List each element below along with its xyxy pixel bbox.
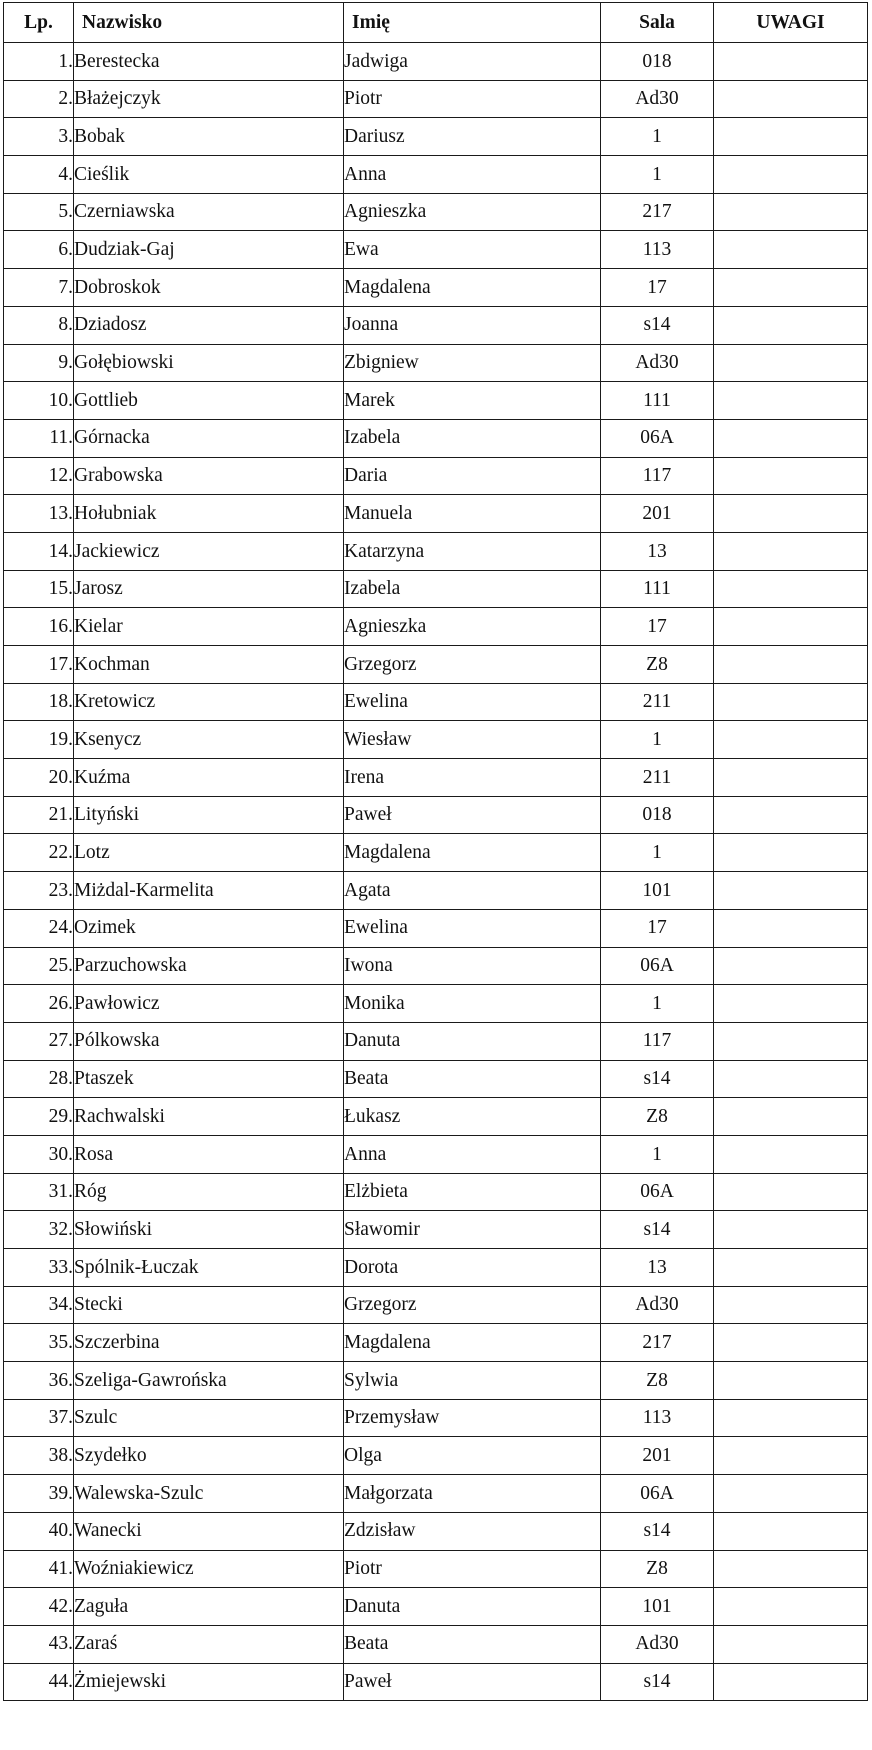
- cell-uwagi: [714, 495, 868, 533]
- cell-uwagi: [714, 834, 868, 872]
- cell-imie: Magdalena: [344, 834, 601, 872]
- cell-imie: Beata: [344, 1625, 601, 1663]
- table-row: [4, 759, 868, 797]
- cell-lp: 39.: [4, 1475, 74, 1513]
- cell-uwagi: [714, 683, 868, 721]
- cell-imie: Agnieszka: [344, 193, 601, 231]
- cell-nazwisko: Wanecki: [74, 1512, 344, 1550]
- table-row: [4, 1173, 868, 1211]
- cell-uwagi: [714, 306, 868, 344]
- cell-nazwisko: Walewska-Szulc: [74, 1475, 344, 1513]
- cell-uwagi: [714, 457, 868, 495]
- cell-imie: Elżbieta: [344, 1173, 601, 1211]
- cell-lp: 28.: [4, 1060, 74, 1098]
- cell-imie: Sławomir: [344, 1211, 601, 1249]
- cell-nazwisko: Kochman: [74, 646, 344, 684]
- cell-nazwisko: Woźniakiewicz: [74, 1550, 344, 1588]
- cell-sala: 217: [601, 1324, 714, 1362]
- cell-nazwisko: Szczerbina: [74, 1324, 344, 1362]
- cell-imie: Zdzisław: [344, 1512, 601, 1550]
- cell-nazwisko: Kuźma: [74, 759, 344, 797]
- cell-imie: Joanna: [344, 306, 601, 344]
- cell-lp: 11.: [4, 419, 74, 457]
- table-row: [4, 1249, 868, 1287]
- cell-lp: 33.: [4, 1249, 74, 1287]
- cell-nazwisko: Zaraś: [74, 1625, 344, 1663]
- cell-sala: 06A: [601, 1475, 714, 1513]
- table-row: [4, 306, 868, 344]
- table-row: [4, 872, 868, 910]
- table-row: [4, 495, 868, 533]
- cell-nazwisko: Cieślik: [74, 156, 344, 194]
- cell-sala: s14: [601, 1663, 714, 1701]
- cell-sala: 117: [601, 457, 714, 495]
- cell-uwagi: [714, 608, 868, 646]
- cell-nazwisko: Zaguła: [74, 1588, 344, 1626]
- cell-imie: Iwona: [344, 947, 601, 985]
- cell-sala: 111: [601, 570, 714, 608]
- table-row: [4, 1663, 868, 1701]
- table-row: [4, 1399, 868, 1437]
- cell-sala: 201: [601, 495, 714, 533]
- cell-uwagi: [714, 1060, 868, 1098]
- cell-sala: 17: [601, 608, 714, 646]
- table-row: [4, 193, 868, 231]
- cell-uwagi: [714, 872, 868, 910]
- table-row: [4, 1211, 868, 1249]
- cell-lp: 2.: [4, 80, 74, 118]
- cell-imie: Ewelina: [344, 683, 601, 721]
- cell-sala: 111: [601, 382, 714, 420]
- cell-uwagi: [714, 43, 868, 81]
- cell-lp: 19.: [4, 721, 74, 759]
- cell-imie: Anna: [344, 1135, 601, 1173]
- cell-nazwisko: Gottlieb: [74, 382, 344, 420]
- cell-sala: 17: [601, 909, 714, 947]
- cell-sala: 018: [601, 43, 714, 81]
- cell-sala: 06A: [601, 947, 714, 985]
- cell-lp: 25.: [4, 947, 74, 985]
- table-row: [4, 1512, 868, 1550]
- cell-uwagi: [714, 759, 868, 797]
- cell-sala: 211: [601, 759, 714, 797]
- cell-nazwisko: Bobak: [74, 118, 344, 156]
- cell-lp: 20.: [4, 759, 74, 797]
- cell-imie: Magdalena: [344, 269, 601, 307]
- cell-imie: Dorota: [344, 1249, 601, 1287]
- cell-lp: 21.: [4, 796, 74, 834]
- cell-uwagi: [714, 1399, 868, 1437]
- cell-uwagi: [714, 269, 868, 307]
- table-row: [4, 231, 868, 269]
- table-row: [4, 1625, 868, 1663]
- cell-lp: 22.: [4, 834, 74, 872]
- cell-sala: 1: [601, 1135, 714, 1173]
- table-row: [4, 608, 868, 646]
- cell-uwagi: [714, 118, 868, 156]
- cell-imie: Danuta: [344, 1588, 601, 1626]
- cell-nazwisko: Ksenycz: [74, 721, 344, 759]
- table-row: [4, 344, 868, 382]
- table-row: [4, 1437, 868, 1475]
- cell-uwagi: [714, 909, 868, 947]
- cell-sala: s14: [601, 1211, 714, 1249]
- cell-uwagi: [714, 344, 868, 382]
- cell-sala: Ad30: [601, 80, 714, 118]
- cell-imie: Agnieszka: [344, 608, 601, 646]
- cell-uwagi: [714, 1324, 868, 1362]
- header-nazwisko: Nazwisko: [74, 3, 344, 43]
- cell-sala: Ad30: [601, 1286, 714, 1324]
- cell-imie: Anna: [344, 156, 601, 194]
- table-row: [4, 683, 868, 721]
- cell-nazwisko: Kretowicz: [74, 683, 344, 721]
- table-row: [4, 1022, 868, 1060]
- cell-sala: s14: [601, 306, 714, 344]
- table-row: [4, 1475, 868, 1513]
- cell-sala: Z8: [601, 646, 714, 684]
- cell-imie: Jadwiga: [344, 43, 601, 81]
- cell-imie: Paweł: [344, 796, 601, 834]
- cell-lp: 10.: [4, 382, 74, 420]
- header-sala: Sala: [601, 3, 714, 43]
- table-row: [4, 1324, 868, 1362]
- cell-lp: 26.: [4, 985, 74, 1023]
- cell-uwagi: [714, 985, 868, 1023]
- cell-lp: 43.: [4, 1625, 74, 1663]
- cell-uwagi: [714, 1475, 868, 1513]
- cell-sala: 211: [601, 683, 714, 721]
- cell-uwagi: [714, 796, 868, 834]
- cell-sala: 101: [601, 1588, 714, 1626]
- cell-nazwisko: Kielar: [74, 608, 344, 646]
- table-row: [4, 1286, 868, 1324]
- cell-lp: 41.: [4, 1550, 74, 1588]
- table-row: [4, 947, 868, 985]
- cell-sala: Z8: [601, 1362, 714, 1400]
- cell-lp: 40.: [4, 1512, 74, 1550]
- cell-imie: Sylwia: [344, 1362, 601, 1400]
- header-lp: Lp.: [4, 3, 74, 43]
- cell-lp: 18.: [4, 683, 74, 721]
- cell-nazwisko: Jarosz: [74, 570, 344, 608]
- cell-sala: 117: [601, 1022, 714, 1060]
- cell-sala: s14: [601, 1512, 714, 1550]
- cell-uwagi: [714, 646, 868, 684]
- cell-lp: 8.: [4, 306, 74, 344]
- table-row: [4, 382, 868, 420]
- cell-imie: Monika: [344, 985, 601, 1023]
- table-header-row: [4, 3, 868, 43]
- cell-nazwisko: Lotz: [74, 834, 344, 872]
- table-row: [4, 796, 868, 834]
- cell-imie: Irena: [344, 759, 601, 797]
- table-row: [4, 457, 868, 495]
- table-row: [4, 419, 868, 457]
- cell-lp: 5.: [4, 193, 74, 231]
- cell-lp: 34.: [4, 1286, 74, 1324]
- cell-nazwisko: Czerniawska: [74, 193, 344, 231]
- cell-lp: 13.: [4, 495, 74, 533]
- cell-sala: Z8: [601, 1098, 714, 1136]
- cell-lp: 42.: [4, 1588, 74, 1626]
- cell-sala: 13: [601, 532, 714, 570]
- cell-uwagi: [714, 80, 868, 118]
- table-row: [4, 532, 868, 570]
- cell-uwagi: [714, 1588, 868, 1626]
- table-row: [4, 1060, 868, 1098]
- table-row: [4, 269, 868, 307]
- cell-imie: Wiesław: [344, 721, 601, 759]
- cell-lp: 23.: [4, 872, 74, 910]
- cell-nazwisko: Szeliga-Gawrońska: [74, 1362, 344, 1400]
- cell-sala: 1: [601, 834, 714, 872]
- cell-sala: Ad30: [601, 1625, 714, 1663]
- cell-sala: 018: [601, 796, 714, 834]
- cell-imie: Beata: [344, 1060, 601, 1098]
- cell-nazwisko: Górnacka: [74, 419, 344, 457]
- table-row: [4, 1135, 868, 1173]
- cell-nazwisko: Dobroskok: [74, 269, 344, 307]
- cell-uwagi: [714, 419, 868, 457]
- cell-lp: 24.: [4, 909, 74, 947]
- cell-lp: 44.: [4, 1663, 74, 1701]
- cell-nazwisko: Lityński: [74, 796, 344, 834]
- cell-nazwisko: Dudziak-Gaj: [74, 231, 344, 269]
- cell-uwagi: [714, 231, 868, 269]
- cell-lp: 9.: [4, 344, 74, 382]
- cell-uwagi: [714, 1022, 868, 1060]
- cell-sala: 06A: [601, 419, 714, 457]
- cell-lp: 37.: [4, 1399, 74, 1437]
- table-row: [4, 1362, 868, 1400]
- cell-lp: 31.: [4, 1173, 74, 1211]
- header-uwagi: UWAGI: [714, 3, 868, 43]
- cell-sala: 217: [601, 193, 714, 231]
- cell-uwagi: [714, 947, 868, 985]
- cell-uwagi: [714, 382, 868, 420]
- cell-nazwisko: Szulc: [74, 1399, 344, 1437]
- cell-uwagi: [714, 1249, 868, 1287]
- cell-imie: Danuta: [344, 1022, 601, 1060]
- cell-sala: 17: [601, 269, 714, 307]
- cell-imie: Małgorzata: [344, 1475, 601, 1513]
- table-body: [4, 43, 868, 1701]
- table-row: [4, 909, 868, 947]
- cell-uwagi: [714, 156, 868, 194]
- cell-lp: 4.: [4, 156, 74, 194]
- cell-imie: Izabela: [344, 570, 601, 608]
- cell-uwagi: [714, 570, 868, 608]
- cell-nazwisko: Parzuchowska: [74, 947, 344, 985]
- table-row: [4, 985, 868, 1023]
- cell-imie: Piotr: [344, 80, 601, 118]
- cell-imie: Olga: [344, 1437, 601, 1475]
- cell-imie: Grzegorz: [344, 1286, 601, 1324]
- cell-lp: 7.: [4, 269, 74, 307]
- cell-uwagi: [714, 1135, 868, 1173]
- cell-nazwisko: Błażejczyk: [74, 80, 344, 118]
- table-row: [4, 156, 868, 194]
- table-row: [4, 646, 868, 684]
- cell-nazwisko: Gołębiowski: [74, 344, 344, 382]
- cell-imie: Katarzyna: [344, 532, 601, 570]
- cell-lp: 38.: [4, 1437, 74, 1475]
- cell-uwagi: [714, 193, 868, 231]
- cell-imie: Łukasz: [344, 1098, 601, 1136]
- cell-sala: 113: [601, 1399, 714, 1437]
- cell-sala: Ad30: [601, 344, 714, 382]
- cell-nazwisko: Rosa: [74, 1135, 344, 1173]
- cell-imie: Manuela: [344, 495, 601, 533]
- cell-imie: Piotr: [344, 1550, 601, 1588]
- cell-sala: 06A: [601, 1173, 714, 1211]
- cell-lp: 15.: [4, 570, 74, 608]
- cell-nazwisko: Dziadosz: [74, 306, 344, 344]
- cell-imie: Paweł: [344, 1663, 601, 1701]
- cell-nazwisko: Jackiewicz: [74, 532, 344, 570]
- cell-nazwisko: Stecki: [74, 1286, 344, 1324]
- cell-uwagi: [714, 1211, 868, 1249]
- cell-nazwisko: Ptaszek: [74, 1060, 344, 1098]
- cell-nazwisko: Hołubniak: [74, 495, 344, 533]
- cell-imie: Dariusz: [344, 118, 601, 156]
- cell-lp: 30.: [4, 1135, 74, 1173]
- cell-uwagi: [714, 532, 868, 570]
- cell-imie: Izabela: [344, 419, 601, 457]
- table-row: [4, 1588, 868, 1626]
- cell-nazwisko: Róg: [74, 1173, 344, 1211]
- cell-imie: Zbigniew: [344, 344, 601, 382]
- cell-nazwisko: Berestecka: [74, 43, 344, 81]
- cell-uwagi: [714, 1437, 868, 1475]
- cell-lp: 17.: [4, 646, 74, 684]
- cell-nazwisko: Ozimek: [74, 909, 344, 947]
- cell-sala: 1: [601, 721, 714, 759]
- cell-imie: Przemysław: [344, 1399, 601, 1437]
- cell-uwagi: [714, 1550, 868, 1588]
- cell-uwagi: [714, 1362, 868, 1400]
- cell-imie: Magdalena: [344, 1324, 601, 1362]
- cell-imie: Grzegorz: [344, 646, 601, 684]
- cell-nazwisko: Żmiejewski: [74, 1663, 344, 1701]
- cell-sala: 113: [601, 231, 714, 269]
- cell-imie: Ewa: [344, 231, 601, 269]
- cell-lp: 32.: [4, 1211, 74, 1249]
- cell-nazwisko: Rachwalski: [74, 1098, 344, 1136]
- cell-lp: 16.: [4, 608, 74, 646]
- cell-imie: Daria: [344, 457, 601, 495]
- header-imie: Imię: [344, 3, 601, 43]
- cell-sala: 201: [601, 1437, 714, 1475]
- cell-sala: 1: [601, 156, 714, 194]
- cell-lp: 1.: [4, 43, 74, 81]
- cell-uwagi: [714, 1625, 868, 1663]
- cell-nazwisko: Miżdal-Karmelita: [74, 872, 344, 910]
- room-assignment-table: [3, 2, 868, 1701]
- cell-lp: 6.: [4, 231, 74, 269]
- cell-uwagi: [714, 721, 868, 759]
- table-row: [4, 43, 868, 81]
- cell-lp: 14.: [4, 532, 74, 570]
- cell-uwagi: [714, 1098, 868, 1136]
- table-row: [4, 80, 868, 118]
- cell-lp: 36.: [4, 1362, 74, 1400]
- cell-sala: 1: [601, 118, 714, 156]
- cell-lp: 29.: [4, 1098, 74, 1136]
- cell-nazwisko: Spólnik-Łuczak: [74, 1249, 344, 1287]
- cell-uwagi: [714, 1663, 868, 1701]
- cell-sala: Z8: [601, 1550, 714, 1588]
- table-row: [4, 118, 868, 156]
- cell-sala: s14: [601, 1060, 714, 1098]
- cell-imie: Ewelina: [344, 909, 601, 947]
- cell-lp: 35.: [4, 1324, 74, 1362]
- cell-nazwisko: Pólkowska: [74, 1022, 344, 1060]
- cell-imie: Agata: [344, 872, 601, 910]
- table-row: [4, 1098, 868, 1136]
- cell-nazwisko: Pawłowicz: [74, 985, 344, 1023]
- cell-uwagi: [714, 1286, 868, 1324]
- cell-sala: 1: [601, 985, 714, 1023]
- cell-uwagi: [714, 1512, 868, 1550]
- table-row: [4, 834, 868, 872]
- cell-nazwisko: Grabowska: [74, 457, 344, 495]
- table-row: [4, 721, 868, 759]
- cell-sala: 13: [601, 1249, 714, 1287]
- cell-nazwisko: Słowiński: [74, 1211, 344, 1249]
- cell-sala: 101: [601, 872, 714, 910]
- table-row: [4, 570, 868, 608]
- table-row: [4, 1550, 868, 1588]
- cell-uwagi: [714, 1173, 868, 1211]
- cell-lp: 27.: [4, 1022, 74, 1060]
- cell-nazwisko: Szydełko: [74, 1437, 344, 1475]
- cell-lp: 3.: [4, 118, 74, 156]
- cell-imie: Marek: [344, 382, 601, 420]
- cell-lp: 12.: [4, 457, 74, 495]
